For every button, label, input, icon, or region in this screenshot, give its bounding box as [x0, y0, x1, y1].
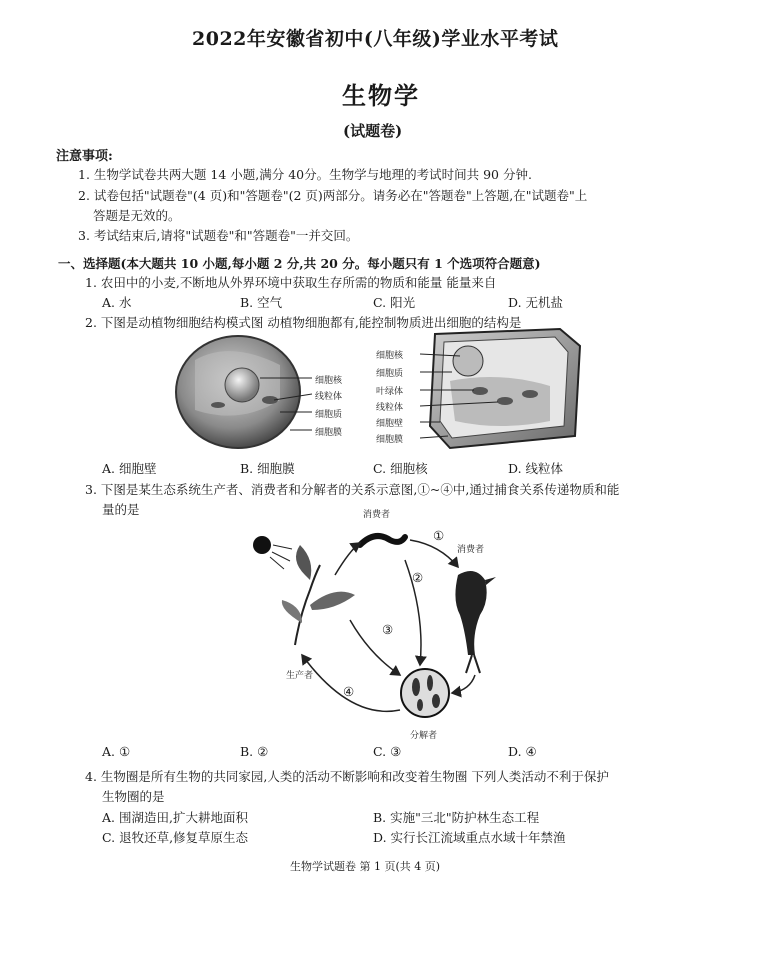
- marker-3: ③: [382, 622, 394, 637]
- q3-option-b: B. ②: [240, 744, 269, 759]
- q1-stem: 1. 农田中的小麦,不断地从外界环境中获取生存所需的物质和能量 能量来自: [85, 275, 497, 290]
- q4-stem-line2: 生物圈的是: [102, 789, 165, 804]
- q3-option-d: D. ④: [508, 744, 537, 759]
- label-producer: 生产者: [286, 671, 314, 681]
- note-item-1: 1. 生物学试卷共两大题 14 小题,满分 40分。生物学与地理的考试时间共 90 分钟.: [78, 167, 532, 182]
- label-consumer-1: 消费者: [363, 510, 391, 520]
- note-item-3: 3. 考试结束后,请将"试题卷"和"答题卷"一并交回。: [78, 228, 359, 243]
- bird-icon: [455, 571, 496, 673]
- plant-label-chloroplast: 叶绿体: [376, 387, 404, 397]
- q2-option-a: A. 细胞壁: [102, 461, 157, 476]
- q3-option-a: A. ①: [102, 744, 131, 759]
- q2-option-c: C. 细胞核: [373, 461, 428, 476]
- animal-label-mitochondria: 线粒体: [315, 392, 343, 402]
- animal-nucleus-shape: [225, 368, 259, 402]
- animal-label-nucleus: 细胞核: [315, 376, 343, 386]
- subject-title: 生物学: [342, 81, 420, 110]
- marker-4: ④: [343, 684, 355, 699]
- decomposer-icon: [401, 669, 449, 717]
- animal-label-membrane: 细胞膜: [315, 428, 343, 438]
- note-item-2: 2. 试卷包括"试题卷"(4 页)和"答题卷"(2 页)两部分。请务必在"答题卷"上答题,在"试题卷"上: [78, 188, 588, 203]
- q3-option-c: C. ③: [373, 744, 402, 759]
- animal-cell-figure: [170, 330, 390, 450]
- q2-option-b: B. 细胞膜: [240, 461, 295, 476]
- plant-label-mitochondria: 线粒体: [376, 403, 404, 413]
- plant-label-membrane: 细胞膜: [376, 435, 404, 445]
- note-item-2-cont: 答题是无效的。: [93, 208, 181, 223]
- q1-option-a: A. 水: [102, 295, 132, 310]
- plant-nucleus-shape: [453, 346, 483, 376]
- notes-heading: 注意事项:: [56, 149, 113, 164]
- marker-1: ①: [433, 528, 445, 543]
- page-footer: 生物学试题卷 第 1 页(共 4 页): [290, 860, 441, 873]
- q1-option-c: C. 阳光: [373, 295, 416, 310]
- q4-option-c: C. 退牧还草,修复草原生态: [102, 830, 249, 845]
- plant-label-wall: 细胞壁: [376, 419, 404, 429]
- animal-label-cytoplasm: 细胞质: [315, 410, 343, 420]
- q4-option-d: D. 实行长江流域重点水域十年禁渔: [373, 830, 566, 845]
- caterpillar-icon: [360, 536, 405, 545]
- paper-type: (试题卷): [343, 122, 403, 140]
- plant-cell-figure: [420, 326, 585, 451]
- plant-label-nucleus: 细胞核: [376, 351, 404, 361]
- q4-option-b: B. 实施"三北"防护林生态工程: [373, 810, 540, 825]
- q1-option-b: B. 空气: [240, 295, 283, 310]
- label-decomposer: 分解者: [410, 731, 438, 741]
- q3-stem-line1: 3. 下图是某生态系统生产者、消费者和分解者的关系示意图,①~④中,通过捕食关系传递物质和能: [85, 482, 620, 497]
- q4-stem-line1: 4. 生物圈是所有生物的共同家园,人类的活动不断影响和改变着生物圈 下列人类活动不利于保护: [85, 769, 609, 784]
- q3-stem-line2: 量的是: [102, 502, 140, 517]
- marker-2: ②: [412, 570, 424, 585]
- q2-stem: 2. 下图是动植物细胞结构模式图 动植物细胞都有,能控制物质进出细胞的结构是: [85, 315, 522, 330]
- section-heading: 一、选择题(本大题共 10 小题,每小题 2 分,共 20 分。每小题只有 1 个选项符合题意): [58, 256, 541, 271]
- exam-title: 2022年安徽省初中(八年级)学业水平考试: [192, 28, 559, 50]
- ecosystem-diagram: [240, 505, 520, 735]
- sun-icon: [253, 536, 271, 554]
- q4-option-a: A. 围湖造田,扩大耕地面积: [102, 810, 248, 825]
- label-consumer-2: 消费者: [457, 545, 485, 555]
- q1-option-d: D. 无机盐: [508, 295, 564, 310]
- plant-label-cytoplasm: 细胞质: [376, 369, 404, 379]
- q2-option-d: D. 线粒体: [508, 461, 564, 476]
